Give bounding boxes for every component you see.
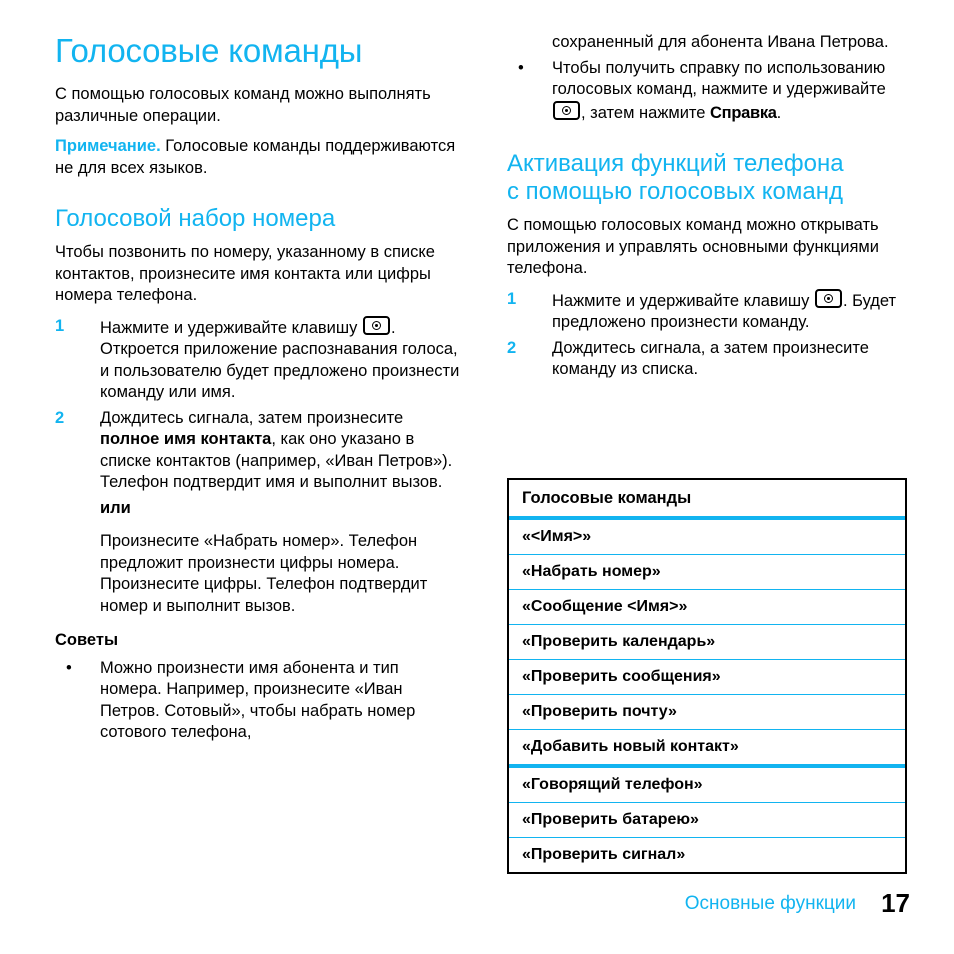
- step-number: 2: [507, 338, 517, 357]
- page-number: 17: [881, 888, 910, 918]
- table-row: «Проверить сигнал»: [522, 846, 686, 863]
- step-item: [507, 338, 907, 381]
- footer-section-label: Основные функции: [684, 893, 856, 914]
- tip-text: [552, 59, 886, 122]
- voice-dial-intro: Чтобы позвонить по номеру, указанному в списке контактов, произнесите имя контакта или цифры номера телефона.: [55, 243, 435, 304]
- voice-activation-intro: С помощью голосовых команд можно открывать приложения и управлять основными функциями телефона.: [507, 216, 879, 277]
- section-heading-voice-activation: [507, 150, 907, 206]
- table-header: Голосовые команды: [509, 480, 905, 520]
- tip-emphasis-help: Справка: [710, 103, 777, 122]
- step-number: 1: [55, 316, 65, 335]
- table-row: «<Имя>»: [509, 520, 905, 555]
- step-item: [507, 289, 907, 334]
- table-row: «Добавить новый контакт»: [509, 730, 905, 768]
- table-row: «Сообщение <Имя>»: [509, 590, 905, 625]
- step-text-after-icon: . Откроется приложение распознавания голоса, и пользователю будет предложено произнести команду или имя.: [100, 318, 460, 401]
- voice-key-icon: [815, 289, 842, 308]
- step-item: [55, 408, 465, 494]
- section-heading-voice-dial: Голосовой набор номера: [55, 205, 336, 232]
- or-block: [55, 498, 465, 618]
- tip-text: Можно произнести имя абонента и тип номера. Например, произнесите «Иван Петров. Сотовый», чтобы набрать номер сотового телефона,: [100, 658, 416, 741]
- section-heading-line1: Активация функций телефона: [507, 150, 844, 177]
- commands-table: [507, 478, 907, 874]
- tips-heading: Советы: [55, 631, 119, 649]
- page-footer: [0, 880, 954, 954]
- table-row: «Проверить батарею»: [509, 803, 905, 838]
- step-text-before-icon: Нажмите и удерживайте клавишу: [552, 291, 814, 310]
- step-text: [100, 408, 465, 494]
- tip-continuation: [507, 32, 907, 54]
- table-row: «Говорящий телефон»: [509, 768, 905, 803]
- tip-continuation-text: сохраненный для абонента Ивана Петрова.: [552, 33, 889, 51]
- step-number: 2: [55, 408, 65, 427]
- step-text-after-icon: . Будет предложено произнести команду.: [552, 291, 897, 331]
- step-text-after-bold: , как оно указано в списке контактов (например, «Иван Петров»). Телефон подтвердит имя и выполнит вызов.: [100, 430, 453, 491]
- step-text-bold: полное имя контакта: [100, 430, 272, 448]
- table-row: «Набрать номер»: [509, 555, 905, 590]
- tip-text-after-icon: , затем нажмите: [581, 103, 711, 122]
- note-label: Примечание.: [55, 137, 161, 155]
- step-text-before-icon: Нажмите и удерживайте клавишу: [100, 318, 362, 337]
- step-text-before-bold: Дождитесь сигнала, затем произнесите: [100, 408, 404, 427]
- left-column: [55, 32, 465, 748]
- section-heading-line2: с помощью голосовых команд: [507, 178, 843, 205]
- table-row: «Проверить почту»: [509, 695, 905, 730]
- intro-paragraph: С помощью голосовых команд можно выполнять различные операции.: [55, 85, 431, 125]
- step-number: 1: [507, 289, 517, 308]
- bullet-icon: •: [518, 58, 524, 77]
- tip-item: [507, 58, 907, 125]
- or-label: или: [100, 498, 131, 517]
- right-column: [507, 32, 907, 385]
- table-row: «Проверить сообщения»: [509, 660, 905, 695]
- step-text: [100, 316, 465, 404]
- tip-text-end: .: [776, 103, 782, 122]
- bullet-icon: •: [66, 658, 72, 677]
- page-title: Голосовые команды: [55, 32, 363, 69]
- voice-key-icon: [363, 316, 390, 335]
- note-paragraph: [55, 136, 465, 179]
- voice-key-icon: [553, 101, 580, 120]
- table-row: «Проверить календарь»: [509, 625, 905, 660]
- tip-item: [55, 658, 465, 744]
- note-text: Голосовые команды поддерживаются не для всех языков.: [55, 137, 456, 177]
- step-text: [552, 289, 907, 334]
- step-item: [55, 316, 465, 404]
- tip-text-before-icon: Чтобы получить справку по использованию голосовых команд, нажмите и удерживайте: [552, 58, 886, 98]
- or-body: Произнесите «Набрать номер». Телефон предложит произнести цифры номера. Произнесите цифры. Телефон подтвердит номер и выполнит вызов.: [100, 532, 428, 615]
- step-text: Дождитесь сигнала, а затем произнесите команду из списка.: [552, 338, 869, 378]
